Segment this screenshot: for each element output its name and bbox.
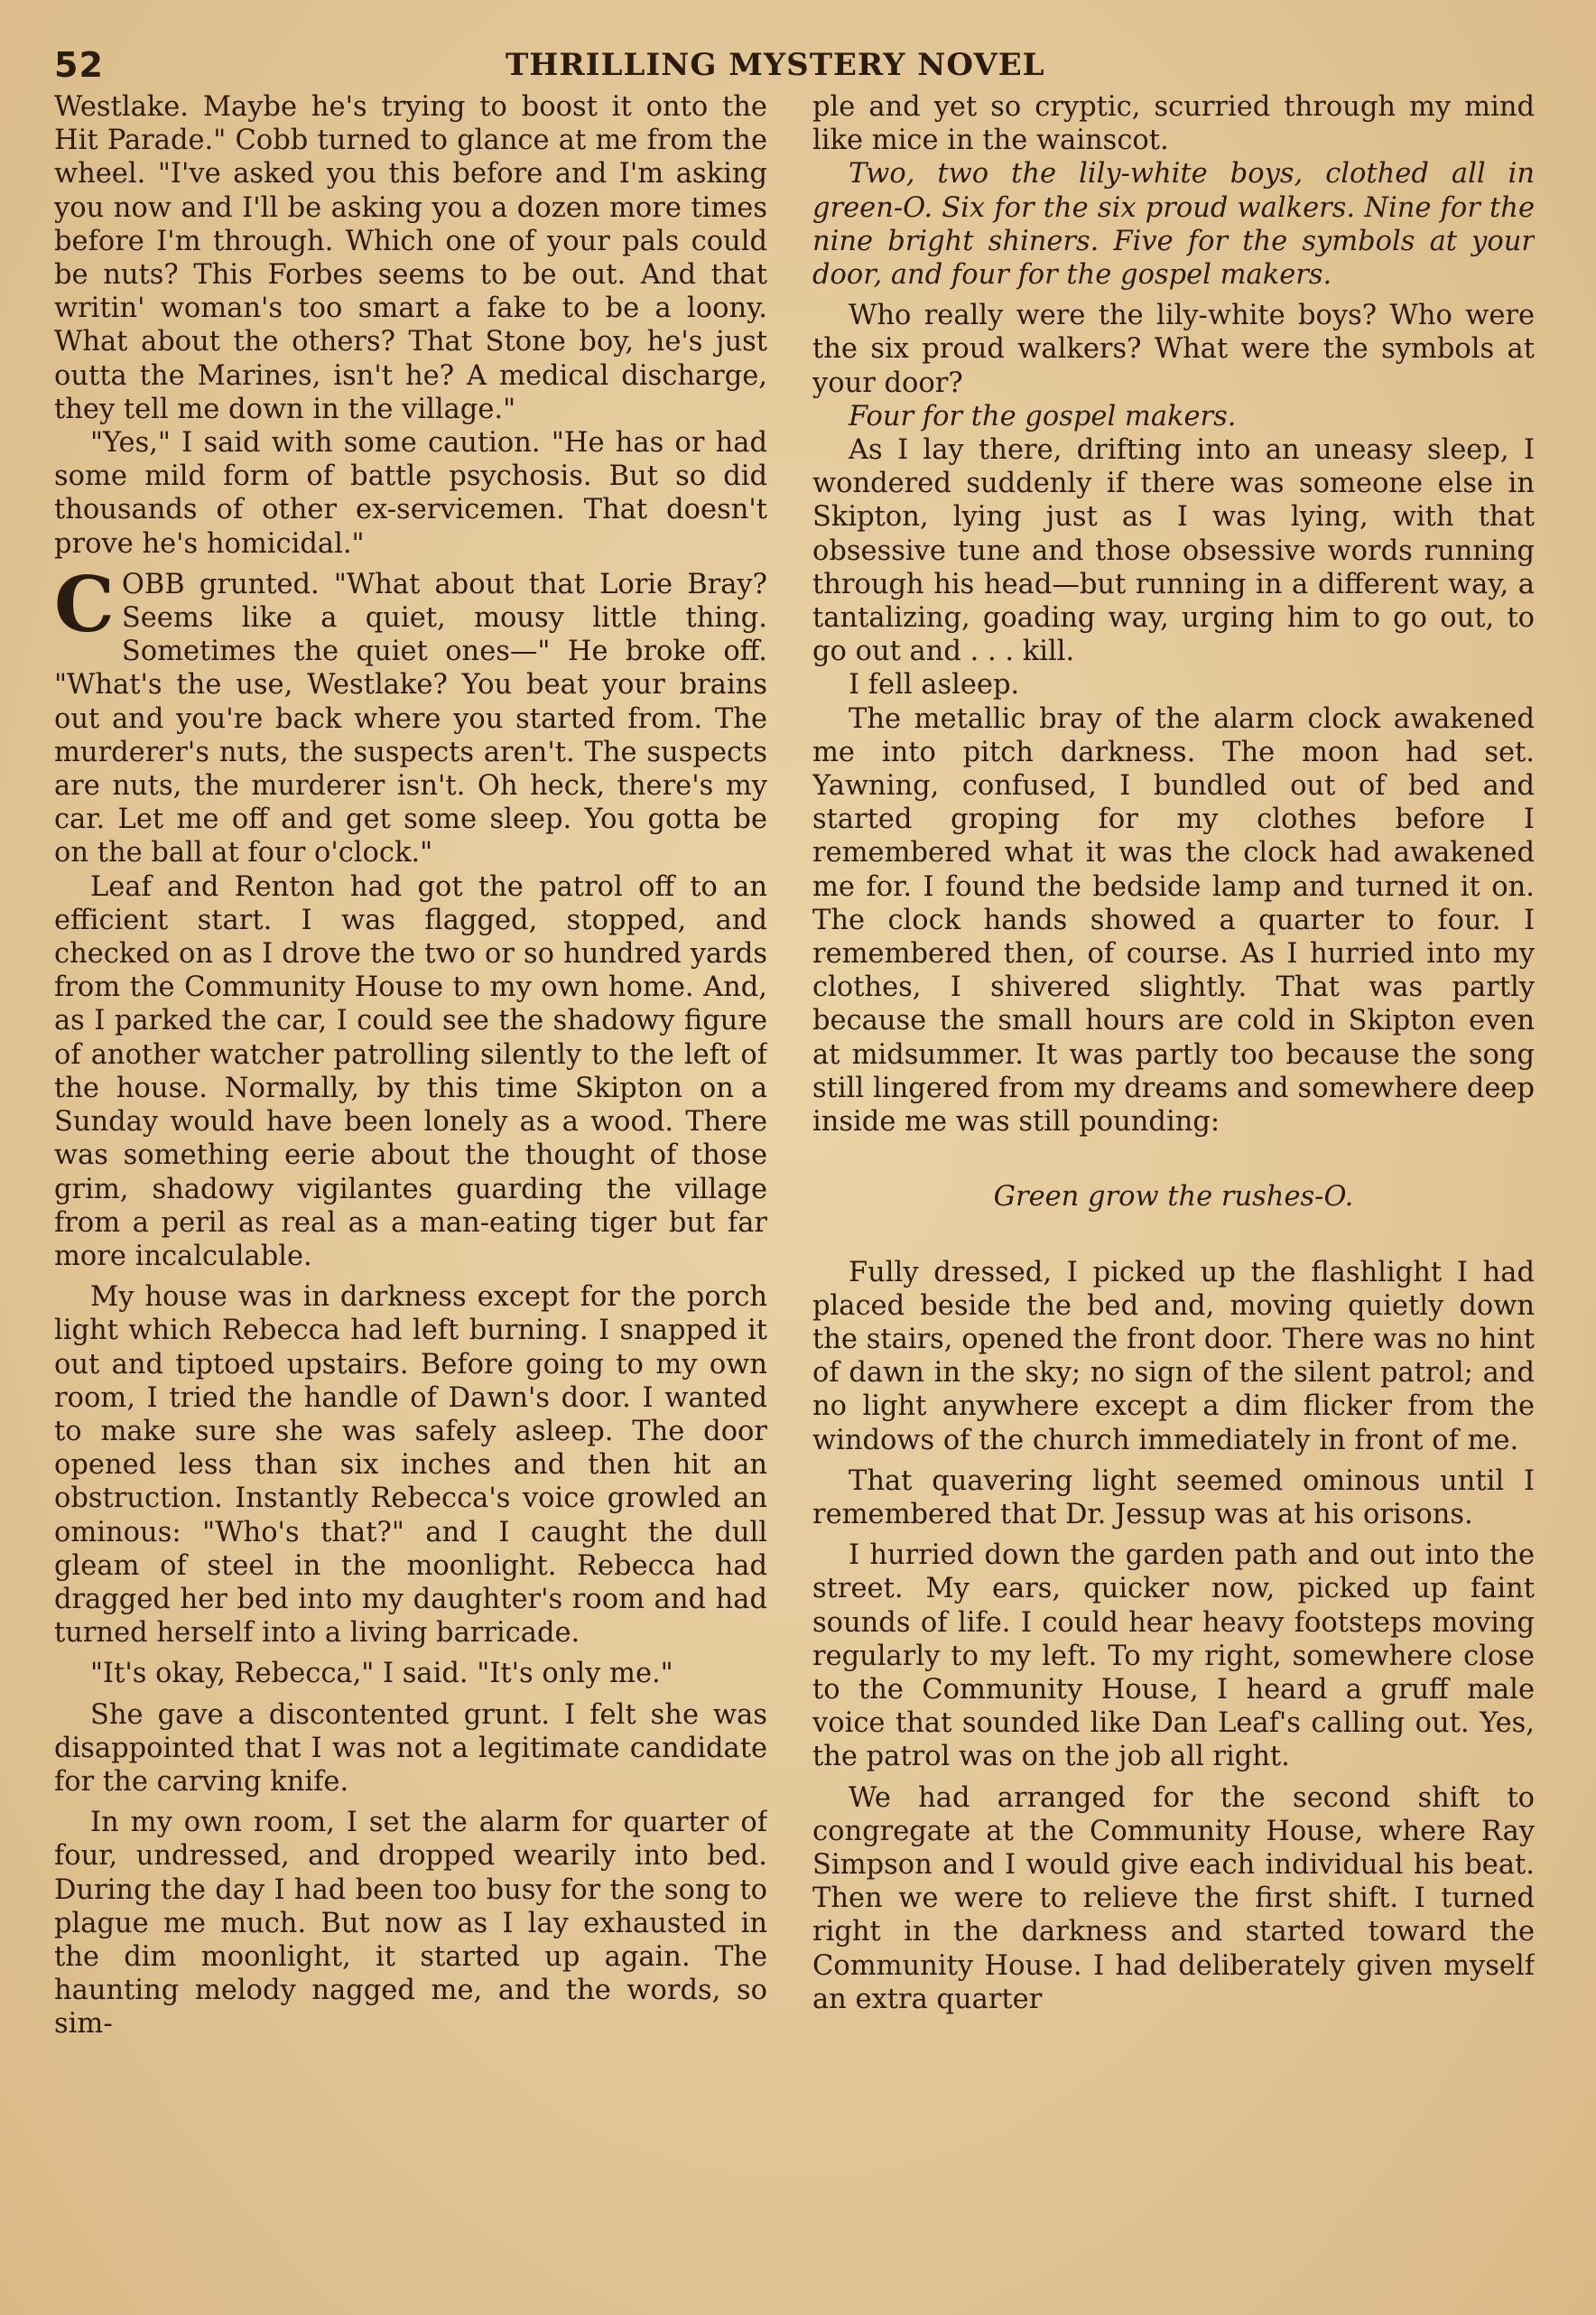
paragraph: As I lay there, drifting into an uneasy sleep, I wondered suddenly if there was someone else in Skipton, lying just as I was lying, with that obsessive tune and those obsessive words running through his head—but running in a different way, a tantalizing, goading way, urging him to go out, to go out and . . . kill. bbox=[812, 434, 1535, 668]
page-header bbox=[54, 42, 1542, 96]
paragraph: The metallic bray of the alarm clock awakened me into pitch darkness. The moon had set. Yawning, confused, I bundled out of bed and started groping for my clothes before I remembered what it was the clock had awakened me for. I found the bedside lamp and turned it on. The clock hands showed a quarter to four. I remembered then, of course. As I hurried into my clothes, I shivered slightly. That was partly because the small hours are cold in Skipton even at midsummer. It was partly too because the song still lingered from my dreams and somewhere deep inside me was still pounding: bbox=[812, 702, 1535, 1139]
paragraph: ple and yet so cryptic, scurried through my mind like mice in the wainscot. bbox=[812, 91, 1535, 157]
paragraph-with-drop-cap bbox=[54, 559, 767, 870]
paragraph: Westlake. Maybe he's trying to boost it onto the Hit Parade." Cobb turned to glance at me from the wheel. "I've asked you this before and I'm asking you now and I'll be asking you a dozen more times before I'm through. Which one of your pals could be nuts? This Forbes seems to be out. And that writin' woman's too smart a fake to be a loony. What about the others? That Stone boy, he's just outta the Marines, isn't he? A medical discharge, they tell me down in the village." bbox=[54, 91, 767, 425]
paragraph: I fell asleep. bbox=[849, 669, 1020, 702]
paragraph-text: OBB grunted. "What about that Lorie Bray? Seems like a quiet, mousy little thing. Sometimes the quiet ones—" He broke off. "What's the use, Westlake? You beat your brains out and you're back where you started from. The murderer's nuts, the suspects aren't. The suspects are nuts, the murderer isn't. Oh heck, there's my car. Let me off and get some sleep. You gotta be on the ball at four o'clock." bbox=[54, 568, 767, 869]
verse-passage: Two, two the lily-white boys, clothed all in green-O. Six for the six proud walkers. Nine for the nine bright shiners. Five for the symbols at your door, and four for the gospel makers. bbox=[812, 158, 1535, 292]
running-head: THRILLING MYSTERY NOVEL bbox=[506, 47, 1045, 83]
left-column bbox=[54, 90, 767, 2293]
paragraph: "Yes," I said with some caution. "He has or had some mild form of battle psychosis. But so did thousands of other ex-servicemen. That doesn't prove he's homicidal." bbox=[54, 427, 767, 560]
paragraph: Leaf and Renton had got the patrol off to an efficient start. I was flagged, stopped, and checked on as I drove the two or so hundred yards from the Community House to my own home. And, as I parked the car, I could see the shadowy figure of another watcher patrolling silently to the left of the house. Normally, by this time Skipton on a Sunday would have been lonely as a wood. There was something eerie about the thought of those grim, shadowy vigilantes guarding the village from a peril as real as a man-eating tiger but far more incalculable. bbox=[54, 870, 767, 1272]
right-column bbox=[812, 90, 1535, 2293]
paragraph: In my own room, I set the alarm for quarter of four, undressed, and dropped wearily into bed. During the day I had been too busy for the song to plague me much. But now as I lay exhausted in the dim moonlight, it started up again. The haunting melody nagged me, and the words, so sim- bbox=[54, 1807, 767, 2041]
paragraph: "It's okay, Rebecca," I said. "It's only me." bbox=[90, 1658, 673, 1690]
page-number: 52 bbox=[54, 45, 104, 85]
verse-line: Four for the gospel makers. bbox=[849, 400, 1237, 432]
paragraph: Fully dressed, I picked up the flashlight I had placed beside the bed and, moving quietly down the stairs, opened the front door. There was no hint of dawn in the sky; no sign of the silent patrol; and no light anywhere except a dim flicker from the windows of the church immediately in front of me. bbox=[812, 1256, 1535, 1456]
verse-line: Green grow the rushes-O. bbox=[993, 1181, 1354, 1213]
paragraph: My house was in darkness except for the porch light which Rebecca had left burning. I snapped it out and tiptoed upstairs. Before going to my own room, I tried the handle of Dawn's door. I wanted to make sure she was safely asleep. The door opened less than six inches and then hit an obstruction. Instantly Rebecca's voice growled an ominous: "Who's that?" and I caught the dull gleam of steel in the moonlight. Rebecca had dragged her bed into my daughter's room and had turned herself into a living barricade. bbox=[54, 1281, 767, 1650]
paragraph: That quavering light seemed ominous until I remembered that Dr. Jessup was at his orisons. bbox=[812, 1464, 1535, 1530]
paragraph: We had arranged for the second shift to congregate at the Community House, where Ray Simpson and I would give each individual his beat. Then we were to relieve the first shift. I turned right in the darkness and started toward the Community House. I had deliberately given myself an extra quarter bbox=[812, 1781, 1535, 2015]
paragraph: I hurried down the garden path and out into the street. My ears, quicker now, picked up faint sounds of life. I could hear heavy footsteps moving regularly to my left. To my right, somewhere close to the Community House, I heard a gruff male voice that sounded like Dan Leaf's calling out. Yes, the patrol was on the job all right. bbox=[812, 1539, 1535, 1773]
paragraph: She gave a discontented grunt. I felt she was disappointed that I was not a legitimate candidate for the carving knife. bbox=[54, 1698, 767, 1798]
drop-cap: C bbox=[54, 559, 115, 649]
paragraph: Who really were the lily-white boys? Who were the six proud walkers? What were the symbols at your door? bbox=[812, 300, 1535, 399]
